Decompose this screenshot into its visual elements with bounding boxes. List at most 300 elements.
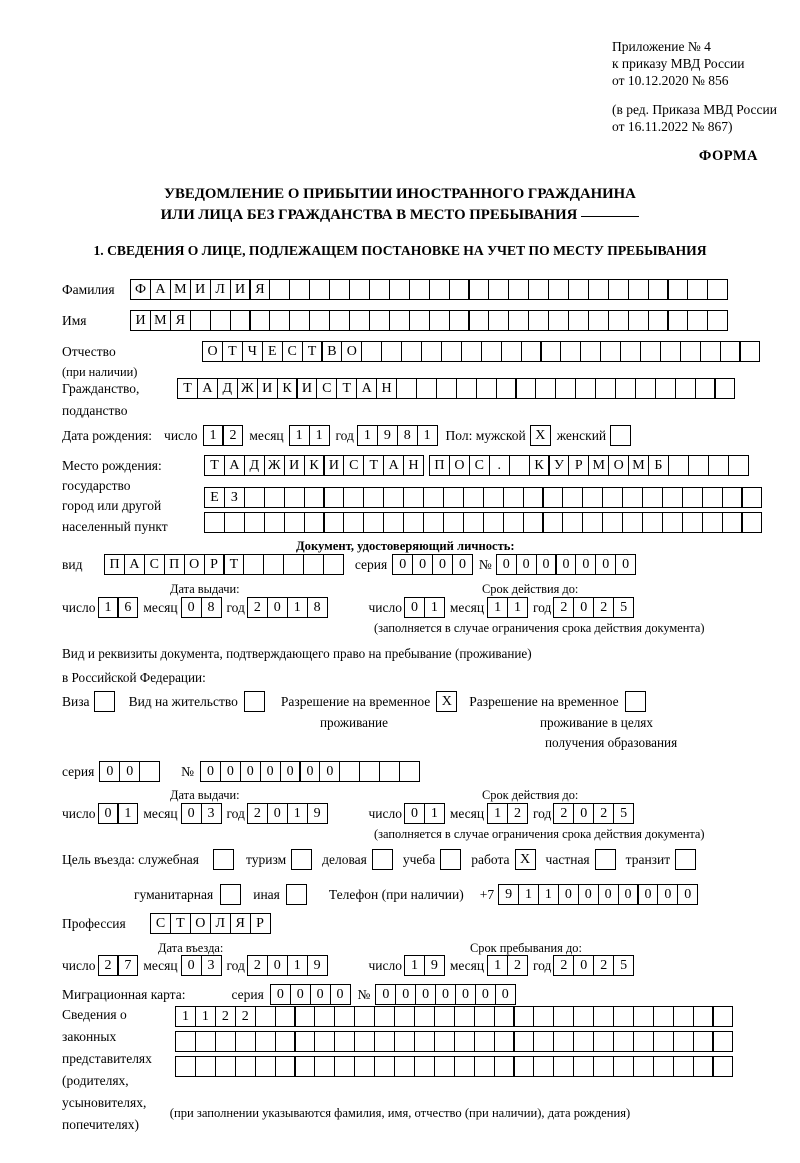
char-cell[interactable] — [284, 487, 305, 508]
char-cell[interactable] — [394, 1031, 415, 1052]
char-cell[interactable] — [648, 279, 669, 300]
perm-valid-month-boxes[interactable] — [487, 803, 527, 824]
char-cell[interactable] — [712, 1006, 733, 1027]
char-cell[interactable] — [456, 378, 477, 399]
surname-boxes[interactable] — [130, 279, 727, 300]
char-cell[interactable]: 1 — [287, 597, 308, 618]
migration-number-boxes[interactable] — [375, 984, 514, 1005]
char-cell[interactable]: А — [224, 455, 245, 476]
checkbox-purpose-work[interactable]: Х — [515, 849, 536, 870]
char-cell[interactable] — [613, 1056, 634, 1077]
char-cell[interactable]: С — [469, 455, 490, 476]
char-cell[interactable]: 2 — [247, 597, 268, 618]
checkbox-purpose-other[interactable] — [286, 884, 307, 905]
char-cell[interactable]: 1 — [289, 425, 310, 446]
char-cell[interactable] — [513, 1031, 534, 1052]
char-cell[interactable]: Т — [222, 341, 243, 362]
char-cell[interactable] — [653, 1031, 674, 1052]
char-cell[interactable]: Н — [403, 455, 424, 476]
char-cell[interactable] — [573, 1031, 594, 1052]
checkbox-sex-male[interactable]: Х — [530, 425, 551, 446]
char-cell[interactable] — [396, 378, 417, 399]
char-cell[interactable] — [215, 1031, 236, 1052]
char-cell[interactable]: 2 — [222, 425, 243, 446]
char-cell[interactable] — [374, 1006, 395, 1027]
char-cell[interactable] — [613, 1006, 634, 1027]
char-cell[interactable]: О — [608, 455, 629, 476]
char-cell[interactable]: 0 — [677, 884, 698, 905]
birth-year-boxes[interactable] — [357, 425, 437, 446]
char-cell[interactable] — [434, 1006, 455, 1027]
char-cell[interactable] — [693, 1031, 714, 1052]
birth-place-city-boxes-row3[interactable] — [204, 512, 761, 533]
char-cell[interactable]: 0 — [98, 803, 119, 824]
citizenship-boxes[interactable] — [177, 378, 734, 399]
char-cell[interactable]: 1 — [357, 425, 378, 446]
doc-number-boxes[interactable] — [496, 554, 635, 575]
char-cell[interactable]: 0 — [270, 984, 291, 1005]
char-cell[interactable] — [508, 279, 529, 300]
char-cell[interactable]: И — [296, 378, 317, 399]
perm-issue-month-boxes[interactable] — [181, 803, 221, 824]
char-cell[interactable]: 0 — [395, 984, 416, 1005]
char-cell[interactable] — [593, 1056, 614, 1077]
char-cell[interactable] — [175, 1031, 196, 1052]
perm-number-boxes[interactable] — [200, 761, 419, 782]
char-cell[interactable]: 1 — [507, 597, 528, 618]
checkbox-purpose-tourism[interactable] — [291, 849, 312, 870]
char-cell[interactable] — [562, 512, 583, 533]
char-cell[interactable]: Б — [648, 455, 669, 476]
char-cell[interactable]: П — [429, 455, 450, 476]
char-cell[interactable]: О — [190, 913, 211, 934]
char-cell[interactable] — [622, 487, 643, 508]
char-cell[interactable]: С — [150, 913, 171, 934]
char-cell[interactable] — [275, 1056, 296, 1077]
char-cell[interactable] — [608, 310, 629, 331]
char-cell[interactable] — [255, 1031, 276, 1052]
char-cell[interactable]: 1 — [487, 803, 508, 824]
char-cell[interactable] — [513, 1056, 534, 1077]
char-cell[interactable] — [600, 341, 621, 362]
char-cell[interactable]: 0 — [404, 597, 425, 618]
char-cell[interactable] — [702, 487, 723, 508]
doc-issue-year-boxes[interactable] — [247, 597, 327, 618]
char-cell[interactable]: 0 — [240, 761, 261, 782]
char-cell[interactable] — [593, 1031, 614, 1052]
char-cell[interactable]: 6 — [117, 597, 138, 618]
char-cell[interactable]: 5 — [613, 803, 634, 824]
char-cell[interactable] — [314, 1031, 335, 1052]
char-cell[interactable] — [628, 310, 649, 331]
char-cell[interactable] — [642, 487, 663, 508]
char-cell[interactable] — [555, 378, 576, 399]
char-cell[interactable] — [244, 487, 265, 508]
char-cell[interactable] — [494, 1031, 515, 1052]
char-cell[interactable]: 0 — [119, 761, 140, 782]
char-cell[interactable]: 1 — [98, 597, 119, 618]
char-cell[interactable]: А — [356, 378, 377, 399]
char-cell[interactable] — [682, 487, 703, 508]
char-cell[interactable]: 0 — [435, 984, 456, 1005]
char-cell[interactable] — [215, 1056, 236, 1077]
char-cell[interactable] — [454, 1056, 475, 1077]
char-cell[interactable] — [389, 310, 410, 331]
char-cell[interactable] — [449, 310, 470, 331]
char-cell[interactable] — [533, 1056, 554, 1077]
char-cell[interactable]: 0 — [267, 803, 288, 824]
char-cell[interactable]: Д — [244, 455, 265, 476]
char-cell[interactable] — [548, 279, 569, 300]
char-cell[interactable]: 2 — [553, 803, 574, 824]
char-cell[interactable]: 9 — [498, 884, 519, 905]
char-cell[interactable] — [381, 341, 402, 362]
char-cell[interactable]: Ч — [242, 341, 263, 362]
char-cell[interactable]: Р — [568, 455, 589, 476]
char-cell[interactable]: Ж — [264, 455, 285, 476]
char-cell[interactable]: 0 — [330, 984, 351, 1005]
char-cell[interactable]: Т — [170, 913, 191, 934]
char-cell[interactable] — [568, 279, 589, 300]
char-cell[interactable] — [374, 1031, 395, 1052]
char-cell[interactable] — [521, 341, 542, 362]
birth-place-state-boxes[interactable] — [204, 455, 423, 476]
doc-valid-year-boxes[interactable] — [553, 597, 633, 618]
char-cell[interactable] — [314, 1006, 335, 1027]
char-cell[interactable]: 0 — [573, 955, 594, 976]
char-cell[interactable] — [728, 455, 749, 476]
perm-valid-day-boxes[interactable] — [404, 803, 444, 824]
char-cell[interactable] — [688, 455, 709, 476]
char-cell[interactable] — [533, 1006, 554, 1027]
char-cell[interactable]: 0 — [475, 984, 496, 1005]
char-cell[interactable] — [553, 1006, 574, 1027]
char-cell[interactable] — [289, 279, 310, 300]
char-cell[interactable] — [481, 341, 502, 362]
char-cell[interactable] — [294, 1031, 315, 1052]
char-cell[interactable] — [593, 1006, 614, 1027]
char-cell[interactable]: 0 — [558, 884, 579, 905]
char-cell[interactable] — [673, 1006, 694, 1027]
char-cell[interactable] — [263, 554, 284, 575]
char-cell[interactable] — [195, 1056, 216, 1077]
char-cell[interactable] — [712, 1056, 733, 1077]
char-cell[interactable]: 1 — [417, 425, 438, 446]
birth-place-city-boxes-row2[interactable] — [204, 487, 761, 508]
char-cell[interactable] — [568, 310, 589, 331]
char-cell[interactable]: И — [130, 310, 151, 331]
char-cell[interactable] — [488, 310, 509, 331]
char-cell[interactable] — [294, 1056, 315, 1077]
char-cell[interactable]: 1 — [538, 884, 559, 905]
char-cell[interactable] — [655, 378, 676, 399]
char-cell[interactable] — [662, 512, 683, 533]
char-cell[interactable] — [289, 310, 310, 331]
checkbox-purpose-private[interactable] — [595, 849, 616, 870]
char-cell[interactable]: 1 — [309, 425, 330, 446]
char-cell[interactable]: И — [257, 378, 278, 399]
char-cell[interactable] — [496, 378, 517, 399]
char-cell[interactable] — [429, 279, 450, 300]
char-cell[interactable]: 5 — [613, 597, 634, 618]
char-cell[interactable] — [602, 487, 623, 508]
char-cell[interactable] — [562, 487, 583, 508]
char-cell[interactable]: Т — [363, 455, 384, 476]
char-cell[interactable]: 0 — [432, 554, 453, 575]
char-cell[interactable] — [595, 378, 616, 399]
char-cell[interactable]: 1 — [424, 803, 445, 824]
char-cell[interactable]: 3 — [201, 803, 222, 824]
char-cell[interactable] — [582, 487, 603, 508]
checkbox-visa[interactable] — [94, 691, 115, 712]
char-cell[interactable]: 0 — [200, 761, 221, 782]
char-cell[interactable]: 0 — [280, 761, 301, 782]
char-cell[interactable]: 0 — [618, 884, 639, 905]
char-cell[interactable] — [309, 279, 330, 300]
char-cell[interactable] — [588, 310, 609, 331]
char-cell[interactable] — [503, 487, 524, 508]
char-cell[interactable] — [416, 378, 437, 399]
char-cell[interactable] — [673, 1056, 694, 1077]
char-cell[interactable] — [540, 341, 561, 362]
char-cell[interactable] — [195, 1031, 216, 1052]
char-cell[interactable]: 0 — [452, 554, 473, 575]
char-cell[interactable] — [640, 341, 661, 362]
char-cell[interactable]: 2 — [235, 1006, 256, 1027]
char-cell[interactable]: А — [383, 455, 404, 476]
char-cell[interactable]: 5 — [613, 955, 634, 976]
entry-month-boxes[interactable] — [181, 955, 221, 976]
char-cell[interactable] — [323, 554, 344, 575]
char-cell[interactable]: К — [304, 455, 325, 476]
char-cell[interactable]: М — [170, 279, 191, 300]
char-cell[interactable]: 9 — [307, 803, 328, 824]
char-cell[interactable] — [476, 378, 497, 399]
char-cell[interactable]: 0 — [181, 955, 202, 976]
char-cell[interactable] — [275, 1006, 296, 1027]
char-cell[interactable]: М — [150, 310, 171, 331]
char-cell[interactable]: В — [321, 341, 342, 362]
birth-place-city-boxes-row1[interactable] — [429, 455, 748, 476]
char-cell[interactable]: 1 — [287, 955, 308, 976]
char-cell[interactable]: И — [190, 279, 211, 300]
char-cell[interactable] — [403, 487, 424, 508]
char-cell[interactable]: К — [529, 455, 550, 476]
perm-valid-year-boxes[interactable] — [553, 803, 633, 824]
char-cell[interactable] — [463, 512, 484, 533]
char-cell[interactable] — [414, 1031, 435, 1052]
char-cell[interactable] — [523, 487, 544, 508]
char-cell[interactable] — [294, 1006, 315, 1027]
char-cell[interactable] — [329, 279, 350, 300]
checkbox-residence[interactable] — [244, 691, 265, 712]
char-cell[interactable]: П — [164, 554, 185, 575]
char-cell[interactable]: 2 — [507, 803, 528, 824]
char-cell[interactable] — [374, 1056, 395, 1077]
char-cell[interactable]: 0 — [319, 761, 340, 782]
char-cell[interactable]: 1 — [424, 597, 445, 618]
char-cell[interactable] — [334, 1031, 355, 1052]
char-cell[interactable] — [389, 279, 410, 300]
birth-day-boxes[interactable] — [203, 425, 243, 446]
name-boxes[interactable] — [130, 310, 727, 331]
legal-rep-boxes-row2[interactable] — [175, 1031, 732, 1052]
char-cell[interactable]: 0 — [299, 761, 320, 782]
char-cell[interactable]: Л — [210, 913, 231, 934]
char-cell[interactable] — [720, 341, 741, 362]
char-cell[interactable] — [642, 512, 663, 533]
char-cell[interactable]: 8 — [307, 597, 328, 618]
char-cell[interactable] — [264, 512, 285, 533]
char-cell[interactable]: 1 — [487, 597, 508, 618]
char-cell[interactable] — [513, 1006, 534, 1027]
char-cell[interactable]: 0 — [404, 803, 425, 824]
char-cell[interactable]: К — [277, 378, 298, 399]
char-cell[interactable]: Ж — [237, 378, 258, 399]
char-cell[interactable] — [741, 487, 762, 508]
char-cell[interactable]: 2 — [593, 597, 614, 618]
char-cell[interactable] — [707, 310, 728, 331]
char-cell[interactable] — [343, 487, 364, 508]
checkbox-purpose-transit[interactable] — [675, 849, 696, 870]
char-cell[interactable]: 2 — [247, 803, 268, 824]
char-cell[interactable] — [739, 341, 760, 362]
char-cell[interactable] — [523, 512, 544, 533]
char-cell[interactable] — [269, 310, 290, 331]
char-cell[interactable] — [354, 1006, 375, 1027]
char-cell[interactable] — [339, 761, 360, 782]
char-cell[interactable] — [463, 487, 484, 508]
char-cell[interactable] — [243, 554, 264, 575]
char-cell[interactable] — [224, 512, 245, 533]
perm-issue-day-boxes[interactable] — [98, 803, 138, 824]
stay-month-boxes[interactable] — [487, 955, 527, 976]
char-cell[interactable] — [275, 1031, 296, 1052]
char-cell[interactable]: 0 — [375, 984, 396, 1005]
char-cell[interactable]: Я — [230, 913, 251, 934]
char-cell[interactable] — [409, 279, 430, 300]
char-cell[interactable] — [399, 761, 420, 782]
checkbox-purpose-study[interactable] — [440, 849, 461, 870]
char-cell[interactable] — [633, 1031, 654, 1052]
char-cell[interactable]: 0 — [181, 597, 202, 618]
char-cell[interactable] — [633, 1006, 654, 1027]
char-cell[interactable] — [653, 1056, 674, 1077]
char-cell[interactable] — [548, 310, 569, 331]
char-cell[interactable]: П — [104, 554, 125, 575]
char-cell[interactable]: 1 — [404, 955, 425, 976]
char-cell[interactable] — [687, 310, 708, 331]
char-cell[interactable] — [553, 1056, 574, 1077]
char-cell[interactable] — [230, 310, 251, 331]
char-cell[interactable] — [255, 1056, 276, 1077]
char-cell[interactable]: С — [343, 455, 364, 476]
char-cell[interactable] — [423, 512, 444, 533]
char-cell[interactable] — [369, 310, 390, 331]
char-cell[interactable] — [323, 487, 344, 508]
char-cell[interactable]: М — [588, 455, 609, 476]
char-cell[interactable] — [580, 341, 601, 362]
char-cell[interactable] — [494, 1006, 515, 1027]
char-cell[interactable] — [359, 761, 380, 782]
char-cell[interactable] — [434, 1031, 455, 1052]
char-cell[interactable]: 2 — [98, 955, 119, 976]
char-cell[interactable]: Я — [170, 310, 191, 331]
char-cell[interactable] — [667, 279, 688, 300]
char-cell[interactable]: 0 — [412, 554, 433, 575]
char-cell[interactable]: 0 — [657, 884, 678, 905]
entry-day-boxes[interactable] — [98, 955, 138, 976]
char-cell[interactable] — [613, 1031, 634, 1052]
char-cell[interactable] — [560, 341, 581, 362]
patronymic-boxes[interactable] — [202, 341, 759, 362]
char-cell[interactable] — [615, 378, 636, 399]
char-cell[interactable]: Н — [376, 378, 397, 399]
char-cell[interactable] — [334, 1056, 355, 1077]
char-cell[interactable] — [461, 341, 482, 362]
char-cell[interactable] — [323, 512, 344, 533]
char-cell[interactable] — [409, 310, 430, 331]
profession-boxes[interactable] — [150, 913, 269, 934]
char-cell[interactable] — [722, 487, 743, 508]
char-cell[interactable]: 8 — [397, 425, 418, 446]
doc-issue-day-boxes[interactable] — [98, 597, 138, 618]
char-cell[interactable] — [700, 341, 721, 362]
char-cell[interactable] — [354, 1031, 375, 1052]
char-cell[interactable] — [204, 512, 225, 533]
char-cell[interactable] — [343, 512, 364, 533]
migration-series-boxes[interactable] — [270, 984, 350, 1005]
char-cell[interactable]: Т — [302, 341, 323, 362]
char-cell[interactable] — [668, 455, 689, 476]
char-cell[interactable]: А — [197, 378, 218, 399]
char-cell[interactable] — [354, 1056, 375, 1077]
char-cell[interactable] — [421, 341, 442, 362]
char-cell[interactable] — [369, 279, 390, 300]
char-cell[interactable] — [249, 310, 270, 331]
char-cell[interactable]: Л — [210, 279, 231, 300]
char-cell[interactable]: А — [150, 279, 171, 300]
char-cell[interactable] — [474, 1056, 495, 1077]
char-cell[interactable] — [515, 378, 536, 399]
char-cell[interactable] — [588, 279, 609, 300]
char-cell[interactable]: 2 — [593, 803, 614, 824]
char-cell[interactable] — [628, 279, 649, 300]
char-cell[interactable] — [434, 1056, 455, 1077]
char-cell[interactable] — [414, 1006, 435, 1027]
char-cell[interactable]: С — [144, 554, 165, 575]
perm-series-boxes[interactable] — [99, 761, 159, 782]
char-cell[interactable] — [494, 1056, 515, 1077]
char-cell[interactable] — [648, 310, 669, 331]
char-cell[interactable] — [361, 341, 382, 362]
char-cell[interactable]: 2 — [215, 1006, 236, 1027]
char-cell[interactable]: 0 — [637, 884, 658, 905]
char-cell[interactable]: 2 — [507, 955, 528, 976]
char-cell[interactable] — [622, 512, 643, 533]
char-cell[interactable]: И — [284, 455, 305, 476]
char-cell[interactable] — [443, 487, 464, 508]
checkbox-sex-female[interactable] — [610, 425, 631, 446]
char-cell[interactable]: 1 — [203, 425, 224, 446]
char-cell[interactable]: 1 — [518, 884, 539, 905]
char-cell[interactable] — [403, 512, 424, 533]
char-cell[interactable]: Р — [250, 913, 271, 934]
char-cell[interactable]: Т — [204, 455, 225, 476]
birth-month-boxes[interactable] — [289, 425, 329, 446]
char-cell[interactable]: И — [323, 455, 344, 476]
char-cell[interactable] — [582, 512, 603, 533]
